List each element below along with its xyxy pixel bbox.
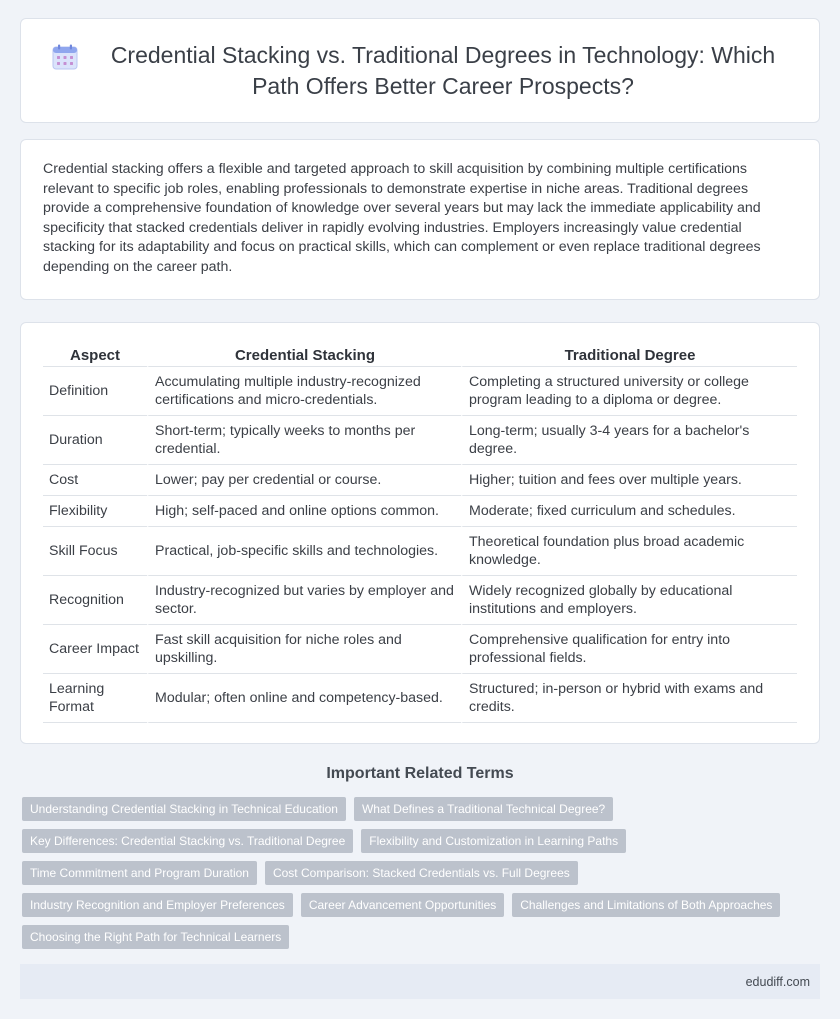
- cell-aspect: Cost: [43, 465, 147, 496]
- cell-aspect: Duration: [43, 416, 147, 465]
- table-row: [43, 576, 797, 625]
- related-term-tag[interactable]: Industry Recognition and Employer Preferences: [22, 893, 293, 917]
- cell-credential-stacking: Practical, job-specific skills and technologies.: [147, 527, 461, 576]
- related-term-tag[interactable]: Choosing the Right Path for Technical Learners: [22, 925, 289, 949]
- cell-aspect: Flexibility: [43, 496, 147, 527]
- cell-aspect: Recognition: [43, 576, 147, 625]
- cell-credential-stacking: Lower; pay per credential or course.: [147, 465, 461, 496]
- table-row: [43, 496, 797, 527]
- table-row: [43, 416, 797, 465]
- header-inner: [51, 40, 789, 102]
- header-credential-stacking: Credential Stacking: [147, 343, 461, 367]
- table-row: [43, 527, 797, 576]
- header-aspect: Aspect: [43, 343, 147, 367]
- table-row: [43, 367, 797, 416]
- comparison-table-card: [20, 322, 820, 744]
- cell-traditional-degree: Comprehensive qualification for entry into professional fields.: [461, 625, 797, 674]
- cell-traditional-degree: Widely recognized globally by educational institutions and employers.: [461, 576, 797, 625]
- cell-credential-stacking: Short-term; typically weeks to months per credential.: [147, 416, 461, 465]
- comparison-table: [43, 343, 797, 723]
- related-term-tag[interactable]: Key Differences: Credential Stacking vs. Traditional Degree: [22, 829, 353, 853]
- cell-traditional-degree: Moderate; fixed curriculum and schedules.: [461, 496, 797, 527]
- related-terms-tags: [22, 797, 818, 949]
- cell-credential-stacking: Industry-recognized but varies by employer and sector.: [147, 576, 461, 625]
- related-terms-title: Important Related Terms: [326, 765, 514, 782]
- related-term-tag[interactable]: Time Commitment and Program Duration: [22, 861, 257, 885]
- intro-card: [20, 139, 820, 300]
- cell-aspect: Skill Focus: [43, 527, 147, 576]
- cell-traditional-degree: Long-term; usually 3-4 years for a bachelor's degree.: [461, 416, 797, 465]
- cell-credential-stacking: High; self-paced and online options common.: [147, 496, 461, 527]
- table-row: [43, 625, 797, 674]
- page-title: Credential Stacking vs. Traditional Degrees in Technology: Which Path Offers Better Career Prospects?: [110, 41, 776, 99]
- cell-aspect: Career Impact: [43, 625, 147, 674]
- cell-traditional-degree: Theoretical foundation plus broad academic knowledge.: [461, 527, 797, 576]
- cell-traditional-degree: Structured; in-person or hybrid with exams and credits.: [461, 674, 797, 723]
- related-term-tag[interactable]: Flexibility and Customization in Learning Paths: [361, 829, 626, 853]
- table-row: [43, 674, 797, 723]
- header-traditional-degree: Traditional Degree: [461, 343, 797, 367]
- cell-traditional-degree: Higher; tuition and fees over multiple years.: [461, 465, 797, 496]
- cell-credential-stacking: Fast skill acquisition for niche roles and upskilling.: [147, 625, 461, 674]
- header-card: [20, 18, 820, 123]
- intro-paragraph: Credential stacking offers a flexible and targeted approach to skill acquisition by combining multiple certifications relevant to specific job roles, enabling professionals to demonstrate expertise in niche areas. Traditional degrees provide a comprehensive foundation of knowledge over several years but may lack the immediate applicability and specificity that stacked credentials deliver in rapidly evolving industries. Employers increasingly value credential stacking for its adaptability and focus on practical skills, which can complement or even replace traditional degrees depending on the career path.: [43, 161, 761, 275]
- related-term-tag[interactable]: Cost Comparison: Stacked Credentials vs. Full Degrees: [265, 861, 578, 885]
- related-term-tag[interactable]: Challenges and Limitations of Both Approaches: [512, 893, 780, 917]
- cell-aspect: Definition: [43, 367, 147, 416]
- cell-credential-stacking: Accumulating multiple industry-recognized certifications and micro-credentials.: [147, 367, 461, 416]
- table-row: [43, 465, 797, 496]
- related-term-tag[interactable]: Understanding Credential Stacking in Technical Education: [22, 797, 346, 821]
- cell-traditional-degree: Completing a structured university or college program leading to a diploma or degree.: [461, 367, 797, 416]
- table-header-row: [43, 343, 797, 367]
- calendar-icon: [51, 43, 79, 71]
- related-term-tag[interactable]: What Defines a Traditional Technical Degree?: [354, 797, 613, 821]
- cell-aspect: Learning Format: [43, 674, 147, 723]
- footer: [20, 964, 820, 999]
- related-term-tag[interactable]: Career Advancement Opportunities: [301, 893, 504, 917]
- cell-credential-stacking: Modular; often online and competency-based.: [147, 674, 461, 723]
- footer-site-link[interactable]: edudiff.com: [745, 974, 810, 989]
